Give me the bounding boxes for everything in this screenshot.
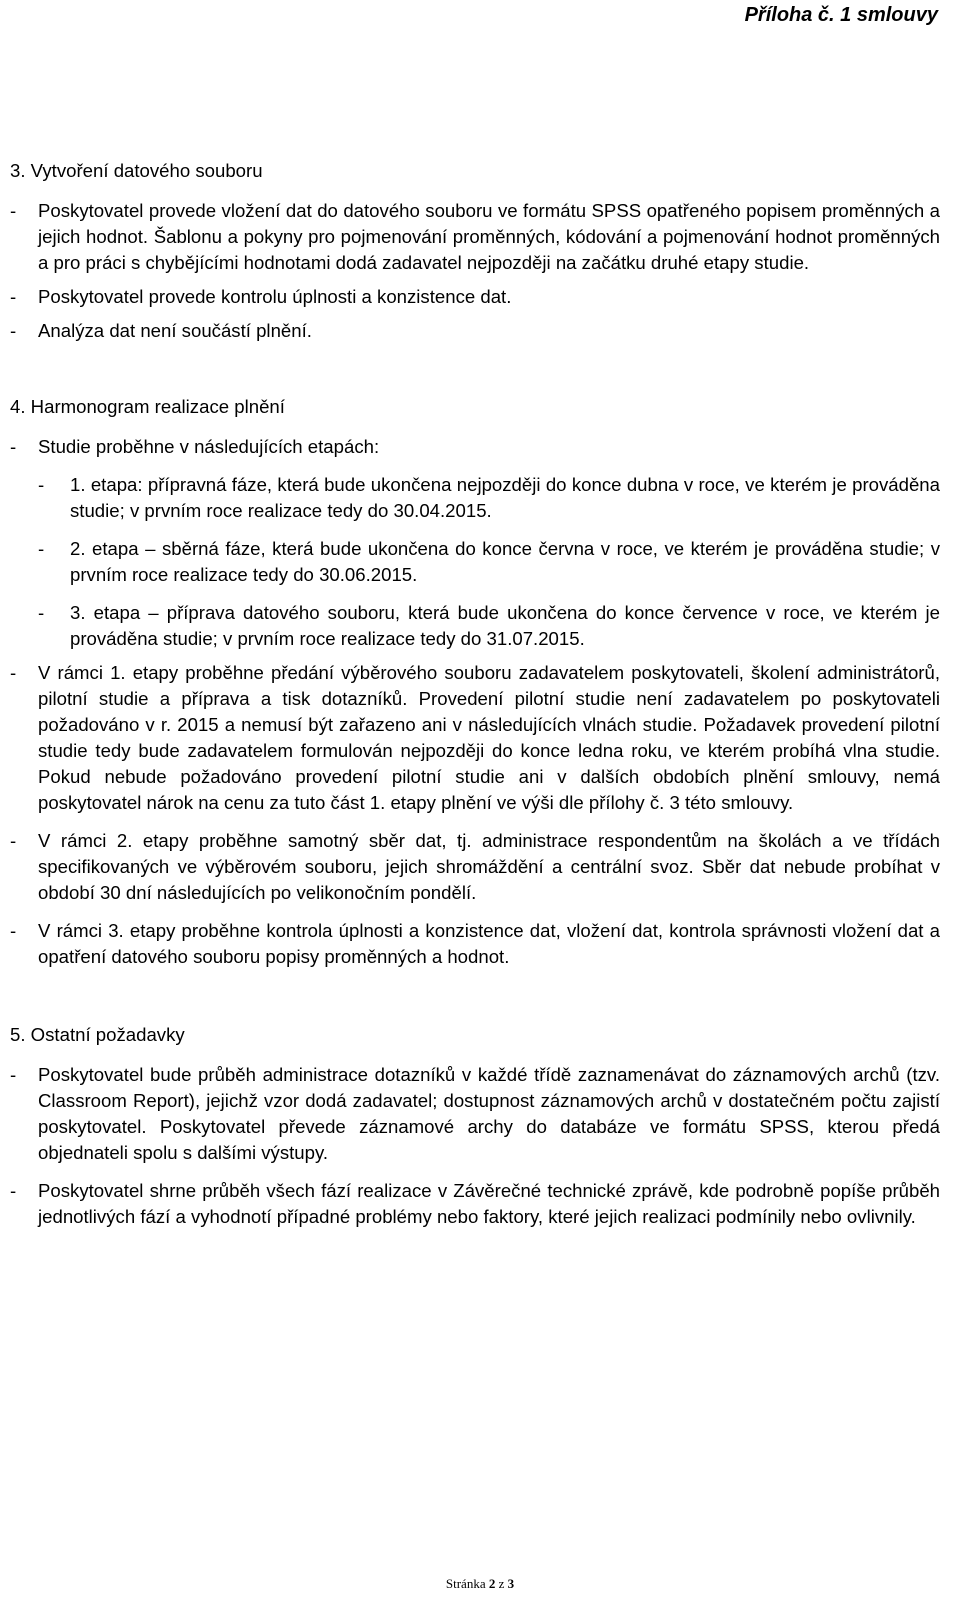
list-dash: - xyxy=(10,286,17,307)
list-dash: - xyxy=(38,602,45,623)
section-4-heading: 4. Harmonogram realizace plnění xyxy=(10,396,285,417)
list-item-text: Poskytovatel provede kontrolu úplnosti a konzistence dat. xyxy=(38,286,512,307)
document-body xyxy=(10,158,940,1230)
page-footer xyxy=(0,1576,960,1592)
list-item xyxy=(10,828,940,906)
list-item xyxy=(10,660,940,816)
list-item-text: V rámci 3. etapy proběhne kontrola úplnosti a konzistence dat, vložení dat, kontrola správnosti vložení dat a opatření datového souboru popisy proměnných a hodnot. xyxy=(38,920,940,967)
list-dash: - xyxy=(10,830,17,851)
list-item xyxy=(10,318,940,344)
list-item xyxy=(10,198,940,276)
footer-separator: z xyxy=(498,1576,505,1591)
list-dash: - xyxy=(10,662,17,683)
footer-prefix: Stránka xyxy=(445,1576,486,1591)
stage-item xyxy=(38,600,940,652)
page-header-title: Příloha č. 1 smlouvy xyxy=(744,4,938,26)
list-dash: - xyxy=(10,320,17,341)
footer-page-total: 3 xyxy=(507,1576,515,1591)
list-dash: - xyxy=(10,200,17,221)
stage-item xyxy=(38,472,940,524)
list-item-text: Poskytovatel bude průběh administrace dotazníků v každé třídě zaznamenávat do záznamových archů (tzv. Classroom Report), jejichž vzor dodá zadavatel; dostupnost záznamových archů v dostatečném počtu zajistí poskytovatel. Poskytovatel převede záznamové archy do databáze ve formátu SPSS, kterou předá objednateli spolu s dalšími výstupy. xyxy=(38,1064,940,1163)
stage-text: 3. etapa – příprava datového souboru, která bude ukončena do konce července v roce, ve kterém je prováděna studie; v prvním roce realizace tedy do 31.07.2015. xyxy=(70,602,940,649)
list-dash: - xyxy=(38,538,45,559)
list-item-text: Studie proběhne v následujících etapách: xyxy=(38,436,380,457)
section-5-heading: 5. Ostatní požadavky xyxy=(10,1024,185,1045)
list-dash: - xyxy=(10,436,17,457)
list-item-text: Analýza dat není součástí plnění. xyxy=(38,320,312,341)
section-3-heading: 3. Vytvoření datového souboru xyxy=(10,160,263,181)
list-dash: - xyxy=(10,920,17,941)
list-item xyxy=(10,1062,940,1166)
list-item-text: V rámci 2. etapy proběhne samotný sběr dat, tj. administrace respondentům na školách a ve třídách specifikovaných ve výběrovém souboru, jejich shromáždění a centrální svoz. Sběr dat nebude probíhat v období 30 dní následujících po velikonočním pondělí. xyxy=(38,830,940,903)
stage-text: 2. etapa – sběrná fáze, která bude ukončena do konce června v roce, ve kterém je prováděna studie; v prvním roce realizace tedy do 30.06.2015. xyxy=(70,538,940,585)
list-item-text: Poskytovatel provede vložení dat do datového souboru ve formátu SPSS opatřeného popisem proměnných a jejich hodnot. Šablonu a pokyny pro pojmenování proměnných, kódování a pojmenování hodnot proměnných a pro práci s chybějícími hodnotami dodá zadavatel nejpozději na začátku druhé etapy studie. xyxy=(38,200,940,273)
list-item xyxy=(10,284,940,310)
stage-item xyxy=(38,536,940,588)
footer-page-number: 2 xyxy=(488,1576,496,1591)
list-dash: - xyxy=(38,474,45,495)
list-dash: - xyxy=(10,1064,17,1085)
stage-text: 1. etapa: přípravná fáze, která bude ukončena nejpozději do konce dubna v roce, ve kterém je prováděna studie; v prvním roce realizace tedy do 30.04.2015. xyxy=(70,474,940,521)
list-item-text: Poskytovatel shrne průběh všech fází realizace v Závěrečné technické zprávě, kde podrobně popíše průběh jednotlivých fází a vyhodnotí případné problémy nebo faktory, které jejich realizaci podmínily nebo ovlivnily. xyxy=(38,1180,940,1227)
list-item xyxy=(10,1178,940,1230)
list-item xyxy=(10,918,940,970)
list-item-text: V rámci 1. etapy proběhne předání výběrového souboru zadavatelem poskytovateli, školení administrátorů, pilotní studie a příprava a tisk dotazníků. Provedení pilotní studie není zadavatelem po poskytovateli požadováno v r. 2015 a nemusí být zařazeno ani v následujících vlnách studie. Požadavek provedení pilotní studie tedy bude zadavatelem formulován nejpozději do konce ledna roku, ve kterém probíhá vlna studie. Pokud nebude požadováno provedení pilotní studie ani v dalších obdobích plnění smlouvy, nemá poskytovatel nárok na cenu za tuto část 1. etapy plnění ve výši dle přílohy č. 3 této smlouvy. xyxy=(38,662,940,813)
list-dash: - xyxy=(10,1180,17,1201)
list-item xyxy=(10,434,940,460)
